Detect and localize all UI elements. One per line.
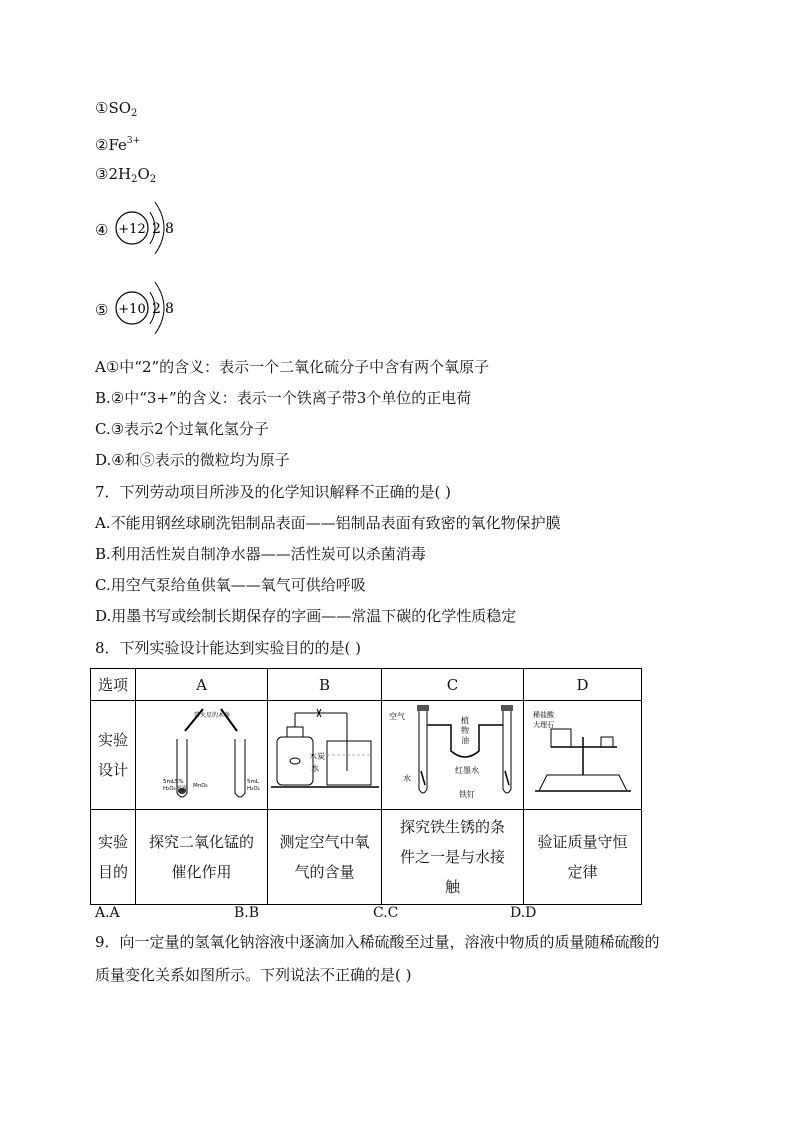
design-c-cell (382, 701, 524, 810)
label-line: 目的 (97, 863, 128, 881)
design-b-image (269, 701, 381, 805)
label-oil-1: 植 (460, 716, 469, 725)
test-tube-right (235, 739, 245, 797)
label-mno2: MnO₂ (192, 783, 208, 789)
table-goal-row (91, 810, 642, 905)
goal-d (524, 810, 642, 905)
weights (601, 737, 613, 747)
goal-line: 验证质量守恒 (537, 833, 628, 851)
q9-line-1: 9．向一定量的氢氧化钠溶液中逐滴加入稀硫酸至过量，溶液中物质的质量随稀硫酸的 (95, 933, 660, 951)
atom-number: ④ (95, 221, 109, 239)
header-d: D (524, 669, 642, 701)
goal-line: 件之一是与水接 (399, 848, 505, 866)
nucleus-charge: +12 (118, 222, 146, 237)
formula-subscript: 2 (149, 174, 157, 185)
label-line: 实验 (97, 731, 128, 749)
label-h2o2-right-2: H₂O₂ (246, 786, 260, 792)
q6-option-b: B.②中“3+”的含义：表示一个铁离子带3个单位的正电荷 (95, 389, 472, 407)
formula-base: SO (108, 99, 132, 117)
q7-option-b: B.利用活性炭自制净水器——活性炭可以杀菌消毒 (95, 545, 426, 563)
goal-line: 测定空气中氧 (279, 833, 370, 851)
symbol-number: ① (95, 99, 109, 117)
atom-structure-4 (95, 192, 195, 264)
nail-right (505, 771, 509, 785)
atom-diagram-svg (95, 272, 195, 344)
goal-a (136, 810, 268, 905)
label-splint: 带火星的木条 (193, 712, 230, 719)
formula-base: Fe (108, 136, 127, 154)
shell-electrons-1: 2 (152, 301, 161, 317)
symbol-number: ③ (95, 165, 109, 183)
shell-electrons-2: 8 (165, 301, 174, 317)
row-label-design (91, 701, 136, 810)
goal-line: 探究二氧化锰的 (148, 833, 254, 851)
carbon-spoon (290, 758, 300, 764)
q6-option-a: A①中“2”的含义：表示一个二氧化硫分子中含有两个氧原子 (95, 358, 490, 376)
q7-option-d: D.用墨书写或绘制长期保存的字画——常温下碳的化学性质稳定 (95, 607, 517, 625)
nucleus-charge: +10 (118, 302, 146, 317)
stopper-left (417, 705, 429, 711)
goal-line: 定律 (567, 863, 598, 881)
label-nail: 铁钉 (458, 790, 475, 799)
q8-option-d: D.D (510, 905, 537, 921)
beaker-d (551, 729, 571, 747)
q6-option-c: C.③表示2个过氧化氢分子 (95, 420, 269, 438)
label-air: 空气 (388, 712, 405, 721)
design-b-cell (268, 701, 382, 810)
q7-stem: 7．下列劳动项目所涉及的化学知识解释不正确的是( ) (95, 483, 452, 501)
goal-c (382, 810, 524, 905)
goal-line: 气的含量 (294, 863, 355, 881)
header-c: C (382, 669, 524, 701)
formula-subscript: 2 (131, 174, 138, 185)
table-header-row (91, 669, 642, 701)
shell-electrons-2: 8 (165, 221, 174, 237)
q7-option-c: C.用空气泵给鱼供氧——氧气可供给呼吸 (95, 576, 366, 594)
table-design-row (91, 701, 642, 810)
formula-subscript: 2 (131, 108, 138, 119)
label-line: 设计 (97, 761, 128, 779)
atom-diagram-svg (95, 192, 195, 264)
design-d-image (525, 701, 641, 805)
symbol-2 (95, 131, 140, 155)
q8-option-c: C.C (373, 905, 399, 921)
label-carbon: 木炭 (308, 752, 325, 761)
label-water: 水 (310, 764, 319, 773)
label-h2o2-right: 5mL (246, 779, 259, 785)
formula-superscript: 3+ (126, 136, 141, 146)
label-water-c: 水 (402, 774, 411, 783)
q6-option-d: D.④和⑤表示的微粒均为原子 (95, 451, 290, 469)
beaker (327, 741, 371, 785)
label-line: 实验 (97, 833, 128, 851)
symbol-1 (95, 98, 137, 124)
experiment-table (90, 668, 642, 905)
atom-number: ⑤ (95, 301, 109, 319)
bottle-stopper (287, 727, 303, 737)
gas-bottle (277, 737, 313, 785)
q7-option-a: A.不能用钢丝球刷洗铝制品表面——铝制品表面有致密的氧化物保护膜 (95, 514, 561, 532)
formula-base: H (118, 165, 132, 183)
label-red-ink: 红墨水 (454, 766, 479, 775)
shell-electrons-1: 2 (152, 221, 161, 237)
header-b: B (268, 669, 382, 701)
row-label-goal (91, 810, 136, 905)
stopper-right (501, 705, 513, 711)
label-h2o2-left-2: H₂O₂溶液 (162, 786, 187, 792)
balance-base (539, 775, 627, 791)
formula-base: O (137, 165, 150, 183)
label-h2o2-left: 5mL5% (162, 779, 184, 785)
design-a-cell (136, 701, 268, 810)
label-marble: 大理石 (532, 721, 554, 729)
label-oil-2: 物 (460, 726, 469, 735)
design-a-image (137, 701, 267, 805)
q8-option-b: B.B (234, 905, 260, 921)
design-c-image (383, 701, 523, 805)
goal-line: 探究铁生锈的条 (399, 818, 505, 836)
goal-b (268, 810, 382, 905)
label-acid: 稀盐酸 (532, 711, 554, 719)
goal-line: 触 (444, 878, 460, 896)
goal-line: 催化作用 (171, 863, 232, 881)
formula-coefficient: 2 (108, 165, 118, 183)
header-a: A (136, 669, 268, 701)
symbol-3 (95, 164, 156, 190)
design-d-cell (524, 701, 642, 810)
header-option: 选项 (91, 669, 136, 701)
nail-left (421, 771, 425, 785)
symbol-number: ② (95, 136, 109, 154)
atom-structure-5 (95, 272, 195, 344)
q8-option-a: A.A (95, 905, 120, 921)
q8-stem: 8．下列实验设计能达到实验目的的是( ) (95, 639, 362, 657)
label-oil-3: 油 (460, 736, 469, 745)
q9-line-2: 质量变化关系如图所示。下列说法不正确的是( ) (95, 966, 412, 984)
